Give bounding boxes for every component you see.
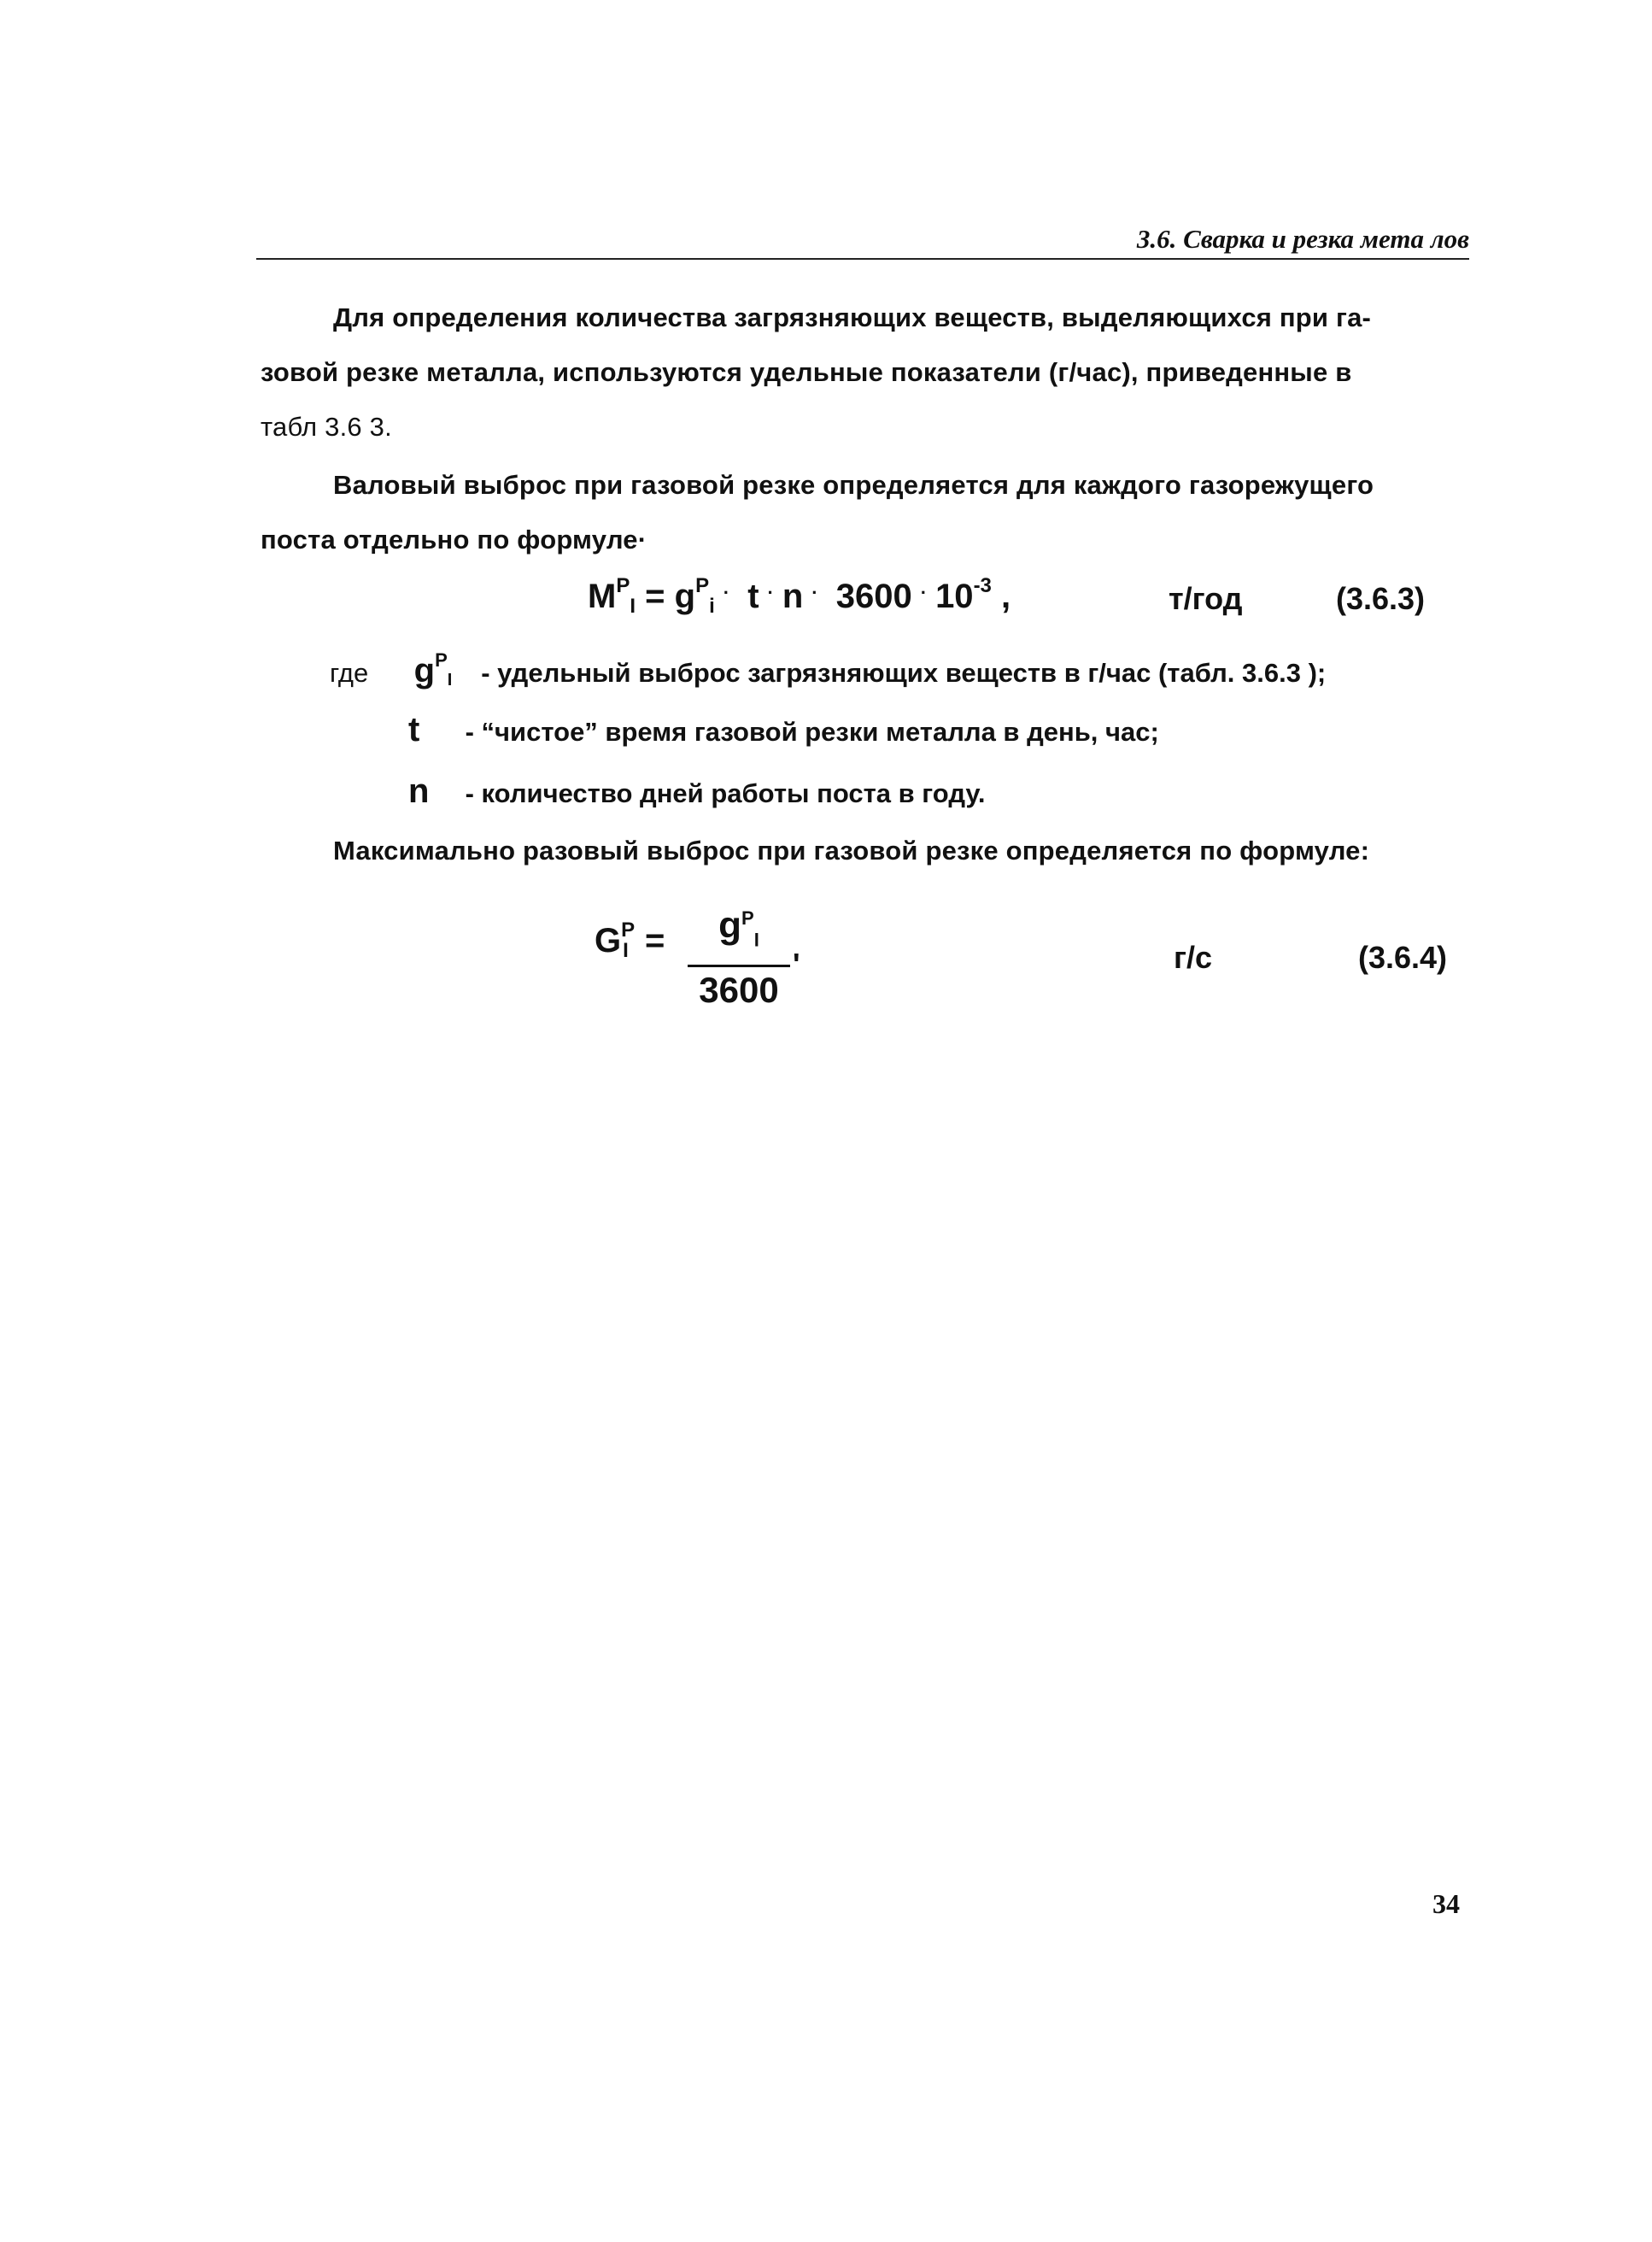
formula-ten: 10 xyxy=(935,578,974,615)
formula-ten-exp: -3 xyxy=(973,574,992,597)
formula-fraction xyxy=(688,895,790,1012)
paragraph-line: Валовый выброс при газовой резке определяется для каждого газорежущего xyxy=(333,470,1374,500)
num-g-sup: P xyxy=(741,907,754,929)
formula2-unit: г/с xyxy=(1174,940,1213,975)
formula1-unit: т/год xyxy=(1169,581,1243,616)
definition-g xyxy=(330,649,1326,690)
formula-t: t xyxy=(747,578,759,615)
formula-M-sup: P xyxy=(616,574,630,597)
definition-n xyxy=(408,772,986,811)
formula2-number: (3.6.4) xyxy=(1358,940,1448,975)
fraction-bar xyxy=(688,965,790,967)
formula-gross-emission xyxy=(588,574,1011,619)
fraction-numerator xyxy=(688,895,790,963)
multiply-dot: · xyxy=(920,582,928,603)
multiply-dot: · xyxy=(811,582,818,603)
definition-symbol-t: t xyxy=(408,711,420,748)
running-header xyxy=(256,224,1469,260)
page-number: 34 xyxy=(1432,1888,1460,1919)
formula-G: G xyxy=(595,922,622,960)
multiply-dot: · xyxy=(723,582,730,603)
paragraph-line: поста отдельно по формуле· xyxy=(261,525,647,555)
formula-G-sup: P xyxy=(621,919,636,942)
formula-n: n xyxy=(782,578,804,615)
formula-equals: = xyxy=(644,922,665,960)
definition-t xyxy=(408,711,1159,749)
formula-g: g xyxy=(674,578,696,615)
definition-text: - “чистое” время газовой резки металла в день, час; xyxy=(465,717,1159,747)
sym-g-sub: I xyxy=(447,671,453,690)
sym-g-sup: P xyxy=(435,649,448,671)
multiply-dot: · xyxy=(767,582,774,603)
sym-g: g xyxy=(413,652,436,690)
formula2-comma: ' xyxy=(793,947,800,982)
formula-g-sup: P xyxy=(695,574,710,597)
num-g-sub: I xyxy=(753,929,759,951)
num-g: g xyxy=(718,904,742,947)
formula-3600: 3600 xyxy=(835,578,912,615)
paragraph-line: Максимально разовый выброс при газовой резке определяется по формуле: xyxy=(333,836,1370,866)
fraction-denominator: 3600 xyxy=(699,970,779,1011)
formula-equals: = xyxy=(645,578,665,615)
formula1-number: (3.6.3) xyxy=(1336,581,1426,616)
header-title: 3.6. Сварка и резка мета лов xyxy=(1136,224,1469,254)
formula-comma: , xyxy=(1001,578,1011,615)
formula-G-sub: I xyxy=(623,939,629,962)
formula-M-sub: I xyxy=(630,595,636,618)
definition-text: - количество дней работы поста в году. xyxy=(465,778,986,808)
paragraph-line: Для определения количества загрязняющих веществ, выделяющихся при га- xyxy=(333,302,1372,332)
paragraph-line: табл 3.6 3. xyxy=(261,412,392,442)
definition-symbol-g xyxy=(414,649,474,690)
formula-g-sub: i xyxy=(709,595,715,618)
definition-text: - удельный выброс загрязняющих веществ в г/час (табл. 3.6.3 ); xyxy=(481,658,1327,688)
formula-max-emission-lhs xyxy=(595,919,665,963)
formula-M: M xyxy=(588,578,617,615)
where-label: где xyxy=(330,658,369,688)
paragraph-line: зовой резке металла, используются удельные показатели (г/час), приведенные в xyxy=(261,357,1352,387)
definition-symbol-n: n xyxy=(408,772,430,810)
